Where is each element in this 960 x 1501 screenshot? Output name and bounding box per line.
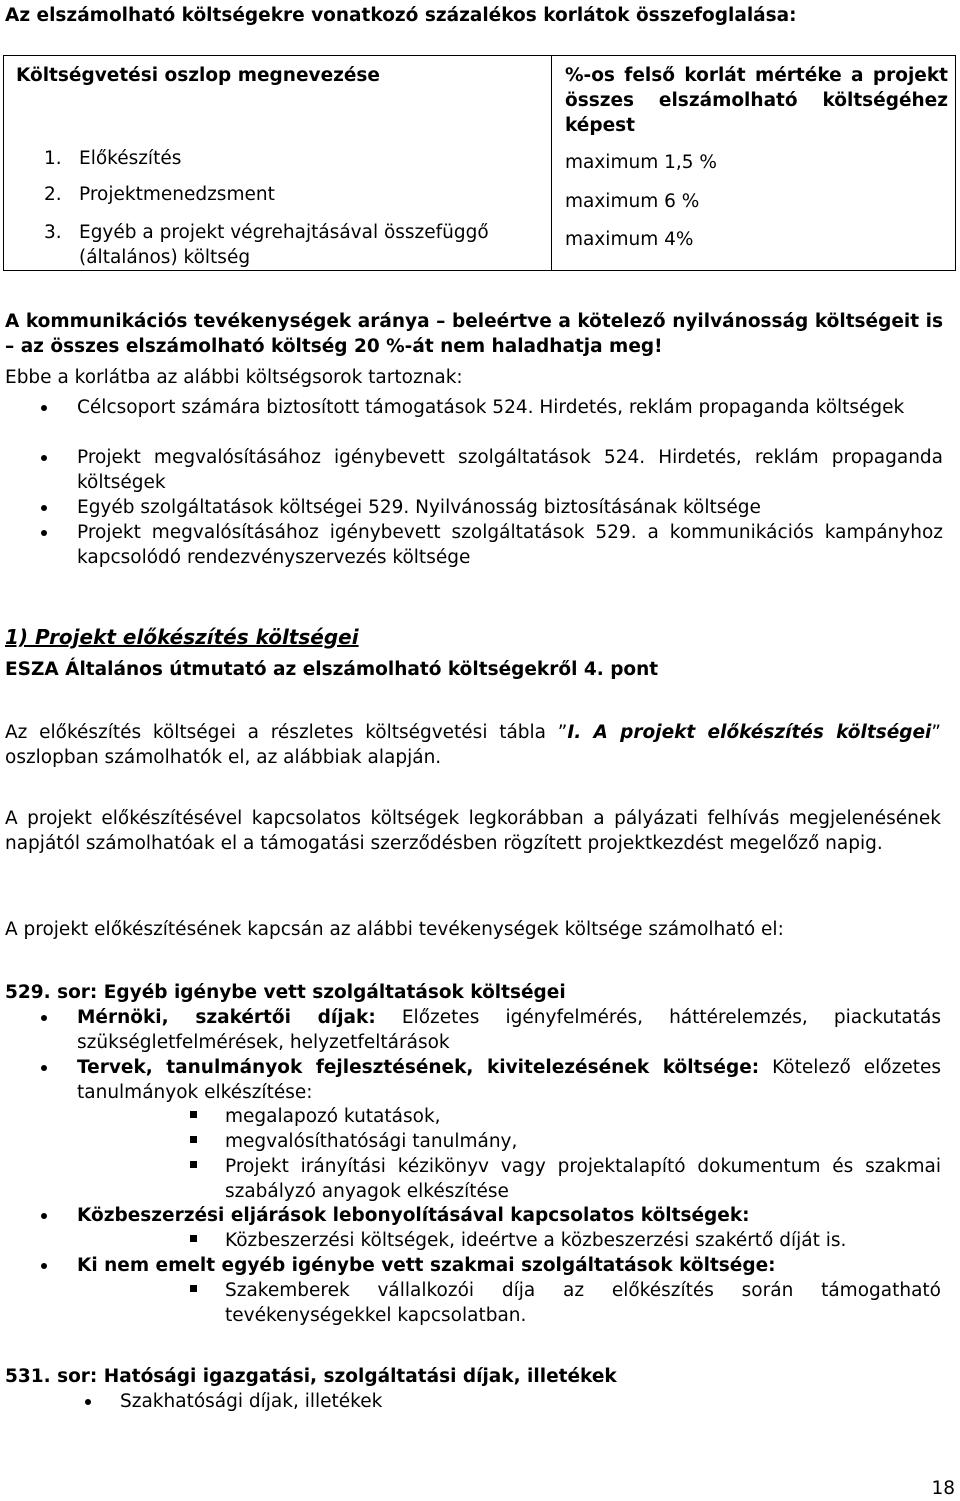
bullet-icon: [41, 1065, 47, 1071]
square-bullet-icon: [190, 1285, 197, 1292]
table-row-name: Előkészítés: [79, 148, 182, 169]
bullet-icon: [41, 405, 47, 411]
sub-list-item: Közbeszerzési költségek, ideértve a közbeszerzési szakértő díját is.: [225, 1230, 847, 1251]
page-number: 18: [931, 1478, 955, 1499]
list-item: Célcsoport számára biztosított támogatások 524. Hirdetés, reklám propaganda költségek: [77, 397, 905, 418]
bullet-icon: [41, 505, 47, 511]
section-reference: ESZA Általános útmutató az elszámolható költségekről 4. pont: [5, 659, 659, 680]
list-item: Projekt megvalósításához igénybevett szolgáltatások 529. a kommunikációs kampányhoz kapcsolódó rendezvényszervezés költsége: [77, 522, 943, 568]
list-item: Tervek, tanulmányok fejlesztésének, kivitelezésének költsége: Kötelező előzetes tanulmányok elkészítése:: [77, 1057, 941, 1103]
sub-list-item: megvalósíthatósági tanulmány,: [225, 1131, 518, 1152]
table-row-name: Egyéb a projekt végrehajtásával összefüggő (általános) költség: [79, 222, 489, 268]
table-row-num: 3.: [44, 222, 62, 243]
sub-list-item: Szakemberek vállalkozói díja az előkészítés során támogatható tevékenységekkel kapcsolatban.: [225, 1280, 941, 1326]
square-bullet-icon: [190, 1161, 197, 1168]
list-item: Szakhatósági díjak, illetékek: [120, 1391, 383, 1412]
sub-list-item: megalapozó kutatások,: [225, 1106, 441, 1127]
table-row-num: 1.: [44, 148, 62, 169]
bullet-icon: [41, 1015, 47, 1021]
section-title: 1) Projekt előkészítés költségei: [5, 625, 359, 649]
square-bullet-icon: [190, 1111, 197, 1118]
table-row-limit: maximum 6 %: [565, 191, 700, 212]
list-item: Projekt megvalósításához igénybevett szolgáltatások 524. Hirdetés, reklám propaganda költségek: [77, 447, 943, 493]
table-header-column-name: Költségvetési oszlop megnevezése: [16, 65, 380, 86]
paragraph-columns: Az előkészítés költségei a részletes költségvetési tábla ”I. A projekt előkészítés költségei” oszlopban számolhatók el, az alábbiak alapján.: [5, 722, 941, 768]
table-row-limit: maximum 4%: [565, 229, 694, 250]
row-531-title: 531. sor: Hatósági igazgatási, szolgáltatási díjak, illetékek: [5, 1366, 617, 1387]
list-item: Egyéb szolgáltatások költségei 529. Nyilvánosság biztosításának költsége: [77, 497, 761, 518]
paragraph-activities: A projekt előkészítésének kapcsán az alábbi tevékenységek költsége számolható el:: [5, 919, 784, 940]
list-item: Ki nem emelt egyéb igénybe vett szakmai szolgáltatások költsége:: [77, 1255, 776, 1276]
paragraph-timing: A projekt előkészítésével kapcsolatos költségek legkorábban a pályázati felhívás megjelenésének napjától számolhatóak el a támogatási szerződésben rögzített projektkezdést megelőző napig.: [5, 808, 941, 854]
table-row-num: 2.: [44, 184, 62, 205]
bullet-icon: [85, 1399, 91, 1405]
row-529-title: 529. sor: Egyéb igénybe vett szolgáltatások költségei: [5, 982, 566, 1003]
list-item: Közbeszerzési eljárások lebonyolításával kapcsolatos költségek:: [77, 1205, 750, 1226]
square-bullet-icon: [190, 1136, 197, 1143]
bullet-icon: [41, 455, 47, 461]
table-header-limit: %-os felső korlát mértéke a projekt összes elszámolható költségéhez képest: [565, 65, 948, 136]
bullet-icon: [41, 1213, 47, 1219]
table-row-name: Projektmenedzsment: [79, 184, 275, 205]
table-row-limit: maximum 1,5 %: [565, 152, 717, 173]
communication-intro: Ebbe a korlátba az alábbi költségsorok tartoznak:: [5, 367, 463, 388]
bullet-icon: [41, 1263, 47, 1269]
communication-limit-note: A kommunikációs tevékenységek aránya – beleértve a kötelező nyilvánosság költségeit is – az összes elszámolható költség 20 %-át nem haladhatja meg!: [5, 311, 943, 357]
list-item: Mérnöki, szakértői díjak: Előzetes igényfelmérés, háttérelemzés, piackutatás szükségletfelmérések, helyzetfeltárások: [77, 1007, 941, 1053]
bullet-icon: [41, 530, 47, 536]
sub-list-item: Projekt irányítási kézikönyv vagy projektalapító dokumentum és szakmai szabályzó anyagok elkészítése: [225, 1156, 941, 1202]
square-bullet-icon: [190, 1235, 197, 1242]
page-heading: Az elszámolható költségekre vonatkozó százalékos korlátok összefoglalása:: [5, 5, 797, 26]
limits-table: [3, 55, 956, 271]
